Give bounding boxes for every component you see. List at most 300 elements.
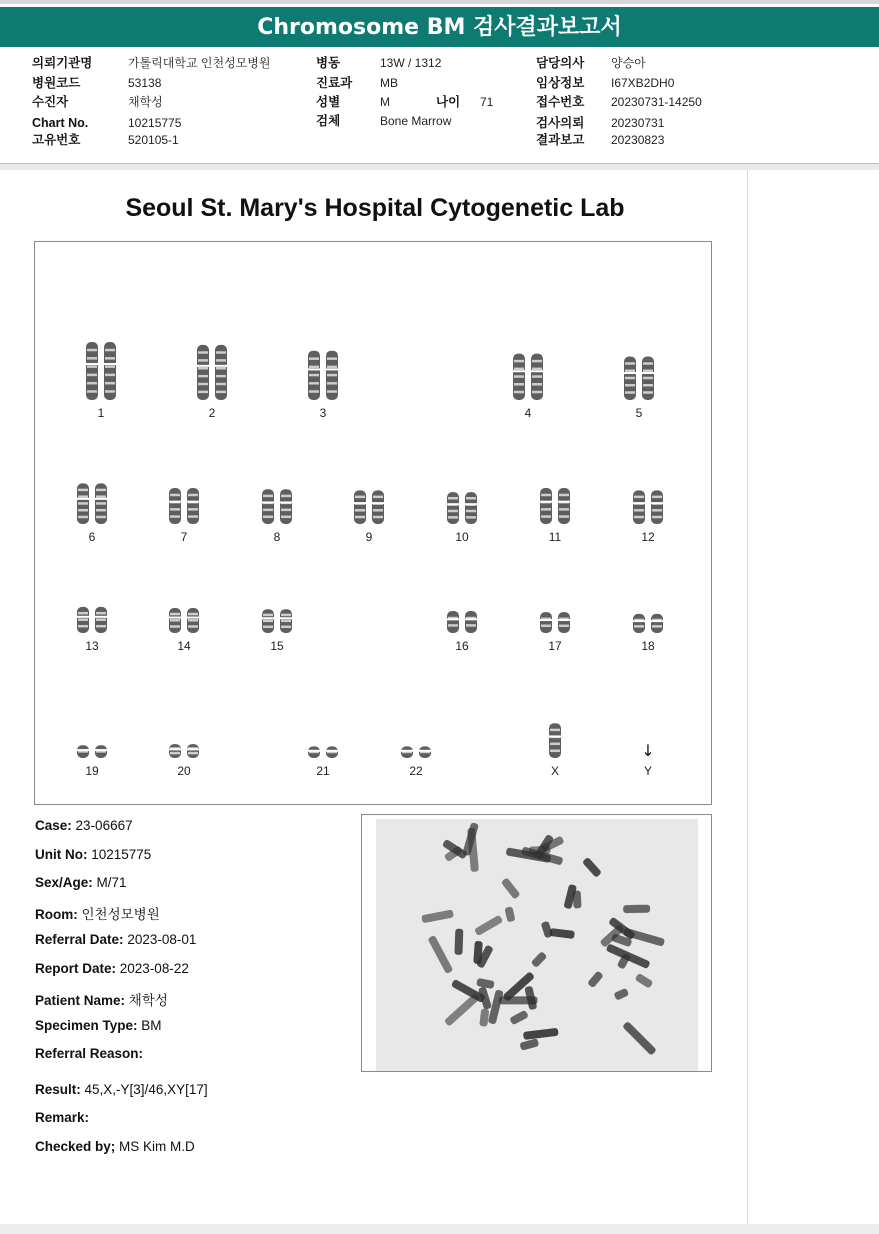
chromosome-12-1 <box>633 490 645 524</box>
centromere <box>168 748 182 750</box>
chromosome-band <box>448 516 458 519</box>
header-value-patient: 채학성 <box>128 95 163 109</box>
chromosome-band <box>634 509 644 512</box>
centromere <box>548 735 562 737</box>
patient-name-label: Patient Name: <box>35 993 126 1008</box>
chromosome-band <box>541 494 551 497</box>
chromosome-band <box>216 359 226 362</box>
chromosome-band <box>652 496 662 499</box>
chromosome-label-16: 16 <box>455 639 469 653</box>
chromosome-band <box>188 752 198 755</box>
centromere <box>632 620 646 622</box>
centromere <box>103 363 117 365</box>
metaphase-chromosome <box>421 909 454 923</box>
referral-reason-line <box>35 1046 143 1061</box>
chromosome-band <box>652 509 662 512</box>
chromosome-band <box>643 362 653 365</box>
metaphase-chromosome <box>531 951 548 968</box>
chromosome-label-15: 15 <box>270 639 284 653</box>
chromosome-band <box>643 377 653 380</box>
chromosome-band <box>466 510 476 513</box>
chromosome-pair-14 <box>156 567 212 657</box>
chromosome-band <box>188 508 198 511</box>
chromosome-16-2 <box>465 611 477 633</box>
header-label-request-date: 검사의뢰 <box>536 116 585 130</box>
chromosome-20-1 <box>169 744 181 758</box>
chromosome-band <box>170 752 180 755</box>
centromere <box>186 748 200 750</box>
centromere <box>464 618 478 620</box>
chromosome-band <box>514 383 524 386</box>
header-value-ward: 13W / 1312 <box>380 56 442 70</box>
specimen-type-label: Specimen Type: <box>35 1018 138 1033</box>
chromosome-18-1 <box>633 614 645 633</box>
chromosome-label-10: 10 <box>455 530 469 544</box>
chromosome-band <box>87 365 97 368</box>
chromosome-band <box>170 515 180 518</box>
header-value-accession-no: 20230731-14250 <box>611 95 702 109</box>
sex-age-value: M/71 <box>96 875 127 890</box>
chromosome-pair-6 <box>64 458 120 548</box>
chromosome-band <box>634 625 644 628</box>
chromosome-10-2 <box>465 492 477 524</box>
chromosome-band <box>309 374 319 377</box>
header-label-patient: 수진자 <box>32 95 69 109</box>
metaphase-spread <box>376 819 698 1071</box>
chromosome-pair-3 <box>295 334 351 424</box>
header-value-doctor: 양승아 <box>611 56 646 70</box>
header-label-institution: 의뢰기관명 <box>32 56 93 70</box>
chromosome-band <box>188 515 198 518</box>
sex-age-line <box>35 875 127 890</box>
chromosome-band <box>541 508 551 511</box>
chromosome-label-13: 13 <box>85 639 99 653</box>
chromosome-band <box>96 495 106 498</box>
room-line <box>35 903 160 923</box>
chromosome-band <box>170 619 180 622</box>
chromosome-band <box>198 383 208 386</box>
centromere <box>353 502 367 504</box>
chromosome-band <box>78 618 88 621</box>
chromosome-band <box>96 612 106 615</box>
top-border <box>0 0 879 4</box>
case-value: 23-06667 <box>75 818 133 833</box>
chromosome-label-18: 18 <box>641 639 655 653</box>
metaphase-chromosome <box>501 877 521 899</box>
chromosome-band <box>198 359 208 362</box>
chromosome-band <box>634 496 644 499</box>
chromosome-band <box>263 626 273 629</box>
chromosome-band <box>78 625 88 628</box>
chromosome-pair-5 <box>611 334 667 424</box>
chromosome-band <box>550 750 560 753</box>
centromere <box>94 498 108 500</box>
patient-name-line <box>35 989 168 1009</box>
centromere <box>168 501 182 503</box>
chromosome-band <box>466 516 476 519</box>
chromosome-band <box>96 502 106 505</box>
chromosome-band <box>96 509 106 512</box>
chromosome-band <box>559 494 569 497</box>
chromosome-band <box>373 496 383 499</box>
chromosome-band <box>373 516 383 519</box>
header-label-age: 나이 <box>436 95 461 109</box>
checked-by-label: Checked by; <box>35 1139 116 1154</box>
report-date-line <box>35 961 189 976</box>
sex-age-label: Sex/Age: <box>35 875 93 890</box>
room-value: 인천성모병원 <box>81 907 160 922</box>
chromosome-band <box>188 625 198 628</box>
chromosome-band <box>263 620 273 623</box>
centromere <box>76 616 90 618</box>
chromosome-band <box>559 515 569 518</box>
chromosome-band <box>105 390 115 393</box>
header-label-hospital-code: 병원코드 <box>32 76 81 90</box>
centromere <box>632 502 646 504</box>
chromosome-12-2 <box>651 490 663 524</box>
centromere <box>650 620 664 622</box>
centromere <box>307 750 321 752</box>
chromosome-pair-20 <box>156 692 212 782</box>
chromosome-band <box>550 729 560 732</box>
centromere <box>371 502 385 504</box>
chromosome-band <box>309 382 319 385</box>
chromosome-pair-16 <box>434 567 490 657</box>
metaphase-image-frame <box>361 814 712 1072</box>
patient-name-value: 채학성 <box>128 993 168 1008</box>
chromosome-pair-22 <box>388 692 444 782</box>
referral-reason-label: Referral Reason: <box>35 1046 144 1061</box>
chromosome-band <box>281 626 291 629</box>
chromosome-pair-8 <box>249 458 305 548</box>
chromosome-band <box>281 620 291 623</box>
chromosome-pair-15 <box>249 567 305 657</box>
centromere <box>76 749 90 751</box>
chromosome-band <box>559 508 569 511</box>
chromosome-pair-11 <box>527 458 583 548</box>
chromosome-band <box>188 494 198 497</box>
chromosome-band <box>281 614 291 617</box>
specimen-type-value: BM <box>141 1018 162 1033</box>
header-value-specimen: Bone Marrow <box>380 114 452 128</box>
header-label-specimen: 검체 <box>316 114 341 128</box>
metaphase-chromosome <box>479 1008 489 1027</box>
chromosome-7-2 <box>187 488 199 524</box>
metaphase-chromosome <box>523 1028 559 1040</box>
chromosome-label-19: 19 <box>85 764 99 778</box>
chromosome-band <box>87 382 97 385</box>
chromosome-band <box>532 375 542 378</box>
metaphase-chromosome <box>587 970 604 988</box>
chromosome-band <box>105 382 115 385</box>
chromosome-band <box>448 510 458 513</box>
case-label: Case: <box>35 818 72 833</box>
chromosome-band <box>559 625 569 628</box>
lab-title: Seoul St. Mary's Hospital Cytogenetic Lab <box>125 194 625 222</box>
metaphase-image <box>376 819 698 1071</box>
centromere <box>261 617 275 619</box>
header-value-chart-no: 10215775 <box>128 116 182 130</box>
chromosome-band <box>263 495 273 498</box>
chromosome-band <box>327 374 337 377</box>
chromosome-band <box>263 516 273 519</box>
checked-by-line <box>35 1139 195 1154</box>
metaphase-chromosome <box>454 929 463 955</box>
chromosome-label-4: 4 <box>524 406 532 420</box>
chromosome-pair-13 <box>64 567 120 657</box>
chromosome-band <box>87 374 97 377</box>
header-label-doctor: 담당의사 <box>536 56 585 70</box>
chromosome-pair-1 <box>73 334 129 424</box>
chromosome-band <box>466 497 476 500</box>
header-label-department: 진료과 <box>316 76 353 90</box>
metaphase-chromosome <box>473 941 483 964</box>
header-label-sex: 성별 <box>316 95 341 109</box>
centromere <box>400 750 414 752</box>
chromosome-8-1 <box>262 489 274 524</box>
centromere <box>325 368 339 370</box>
chromosome-band <box>170 613 180 616</box>
centromere <box>539 501 553 503</box>
centromere <box>557 619 571 621</box>
metaphase-chromosome <box>613 988 629 1001</box>
chromosome-pair-21 <box>295 692 351 782</box>
chromosome-band <box>532 368 542 371</box>
chromosome-band <box>281 509 291 512</box>
chromosome-band <box>263 614 273 617</box>
chromosome-label-6: 6 <box>88 530 96 544</box>
chromosome-label-2: 2 <box>208 406 216 420</box>
chromosome-pair-18 <box>620 567 676 657</box>
chromosome-pair-x <box>527 692 583 782</box>
chromosome-label-3: 3 <box>319 406 327 420</box>
chromosome-label-17: 17 <box>548 639 562 653</box>
chromosome-band <box>309 357 319 360</box>
chromosome-label-12: 12 <box>641 530 655 544</box>
chromosome-pair-y <box>620 692 676 782</box>
chromosome-band <box>78 502 88 505</box>
chromosome-band <box>652 625 662 628</box>
metaphase-chromosome <box>519 1038 539 1050</box>
chromosome-band <box>87 349 97 352</box>
case-line <box>35 818 133 833</box>
chromosome-band <box>78 489 88 492</box>
chromosome-x-1 <box>549 723 561 758</box>
chromosome-band <box>309 390 319 393</box>
report-date-label: Report Date: <box>35 961 117 976</box>
chromosome-band <box>170 625 180 628</box>
centromere <box>641 372 655 374</box>
metaphase-chromosome <box>427 935 453 974</box>
unit-no-value: 10215775 <box>91 847 152 862</box>
chromosome-band <box>105 365 115 368</box>
unit-no-line <box>35 847 151 862</box>
metaphase-chromosome <box>549 928 575 939</box>
centromere <box>261 501 275 503</box>
chromosome-band <box>105 374 115 377</box>
header-label-clinical-info: 임상정보 <box>536 76 585 90</box>
header-value-age: 71 <box>480 95 494 109</box>
chromosome-band <box>327 382 337 385</box>
chromosome-band <box>105 357 115 360</box>
chromosome-pair-12 <box>620 458 676 548</box>
result-value: 45,X,-Y[3]/46,XY[17] <box>84 1082 208 1097</box>
chromosome-band <box>643 384 653 387</box>
chromosome-band <box>309 366 319 369</box>
chromosome-band <box>78 509 88 512</box>
chromosome-pair-17 <box>527 567 583 657</box>
chromosome-label-8: 8 <box>273 530 281 544</box>
chromosome-label-14: 14 <box>177 639 191 653</box>
header-label-ward: 병동 <box>316 56 341 70</box>
chromosome-band <box>188 613 198 616</box>
chromosome-18-2 <box>651 614 663 633</box>
chromosome-label-5: 5 <box>635 406 643 420</box>
header-label-report-date: 결과보고 <box>536 133 585 147</box>
chromosome-band <box>96 625 106 628</box>
chromosome-pair-9 <box>341 458 397 548</box>
header-value-sex: M <box>380 95 390 109</box>
chromosome-pair-4 <box>500 334 556 424</box>
metaphase-chromosome <box>499 996 538 1004</box>
result-label: Result: <box>35 1082 81 1097</box>
chromosome-band <box>550 743 560 746</box>
chromosome-band <box>448 624 458 627</box>
header-value-unique-no: 520105-1 <box>128 133 179 147</box>
centromere <box>94 616 108 618</box>
chromosome-band <box>643 391 653 394</box>
chromosome-band <box>105 349 115 352</box>
chromosome-band <box>643 370 653 373</box>
centromere <box>279 501 293 503</box>
chromosome-band <box>198 375 208 378</box>
metaphase-chromosome <box>509 1010 529 1026</box>
centromere <box>446 503 460 505</box>
remark-label: Remark: <box>35 1110 90 1125</box>
chromosome-band <box>216 391 226 394</box>
centromere <box>186 501 200 503</box>
centromere <box>650 502 664 504</box>
centromere <box>196 365 210 367</box>
checked-by-value: MS Kim M.D <box>119 1139 195 1154</box>
header-label-unique-no: 고유번호 <box>32 133 81 147</box>
chromosome-band <box>634 516 644 519</box>
chromosome-label-11: 11 <box>548 530 562 544</box>
chromosome-16-1 <box>447 611 459 633</box>
chromosome-11-1 <box>540 488 552 524</box>
chromosome-7-1 <box>169 488 181 524</box>
chromosome-pair-7 <box>156 458 212 548</box>
chromosome-band <box>355 509 365 512</box>
centromere <box>186 617 200 619</box>
chromosome-label-x: X <box>550 764 559 778</box>
centromere <box>623 372 637 374</box>
chromosome-band <box>327 390 337 393</box>
chromosome-band <box>188 619 198 622</box>
chromosome-band <box>87 357 97 360</box>
centromere <box>76 498 90 500</box>
chromosome-band <box>541 625 551 628</box>
chromosome-8-2 <box>280 489 292 524</box>
result-line <box>35 1082 208 1097</box>
header-label-accession-no: 접수번호 <box>536 95 585 109</box>
chromosome-band <box>514 391 524 394</box>
chromosome-band <box>281 516 291 519</box>
metaphase-chromosome <box>474 915 503 937</box>
chromosome-label-22: 22 <box>409 764 423 778</box>
chromosome-band <box>514 368 524 371</box>
chromosome-band <box>96 516 106 519</box>
chromosome-band <box>96 489 106 492</box>
centromere <box>85 363 99 365</box>
metaphase-chromosome <box>623 905 650 913</box>
chromosome-pair-10 <box>434 458 490 548</box>
chromosome-band <box>625 362 635 365</box>
metaphase-chromosome <box>622 1021 657 1056</box>
header-value-institution: 가톨릭대학교 인천성모병원 <box>128 56 271 70</box>
chromosome-9-1 <box>354 490 366 524</box>
chromosome-band <box>198 391 208 394</box>
chromosome-10-1 <box>447 492 459 524</box>
chromosome-band <box>355 516 365 519</box>
header-value-request-date: 20230731 <box>611 116 665 130</box>
remark-line <box>35 1110 89 1125</box>
chromosome-band <box>78 516 88 519</box>
karyotype-panel <box>34 241 712 805</box>
header-label-chart-no: Chart No. <box>32 116 89 130</box>
chromosome-17-1 <box>540 612 552 633</box>
chromosome-band <box>170 508 180 511</box>
chromosome-band <box>532 383 542 386</box>
chromosome-band <box>281 495 291 498</box>
header-value-department: MB <box>380 76 398 90</box>
chromosome-band <box>96 618 106 621</box>
centromere <box>464 503 478 505</box>
chromosome-label-7: 7 <box>180 530 188 544</box>
chromosome-band <box>625 370 635 373</box>
metaphase-chromosome <box>582 857 602 878</box>
chromosome-band <box>78 495 88 498</box>
centromere <box>168 617 182 619</box>
header-value-hospital-code: 53138 <box>128 76 162 90</box>
centromere <box>557 501 571 503</box>
metaphase-chromosome <box>504 906 515 922</box>
chromosome-label-9: 9 <box>365 530 373 544</box>
centromere <box>512 370 526 372</box>
header-value-report-date: 20230823 <box>611 133 665 147</box>
chromosome-band <box>216 375 226 378</box>
chromosome-band <box>170 494 180 497</box>
unit-no-label: Unit No: <box>35 847 88 862</box>
centromere <box>94 749 108 751</box>
chromosome-band <box>448 497 458 500</box>
footer-gray-bar <box>0 1224 879 1234</box>
referral-date-value: 2023-08-01 <box>127 932 197 947</box>
chromosome-band <box>532 360 542 363</box>
metaphase-chromosome <box>635 973 654 989</box>
chromosome-band <box>652 516 662 519</box>
chromosome-20-2 <box>187 744 199 758</box>
chromosome-11-2 <box>558 488 570 524</box>
centromere <box>325 750 339 752</box>
centromere <box>214 365 228 367</box>
chromosome-band <box>216 383 226 386</box>
metaphase-chromosome <box>476 978 495 989</box>
chromosome-band <box>532 391 542 394</box>
chromosome-band <box>514 360 524 363</box>
chromosome-band <box>373 509 383 512</box>
chromosome-label-21: 21 <box>316 764 330 778</box>
